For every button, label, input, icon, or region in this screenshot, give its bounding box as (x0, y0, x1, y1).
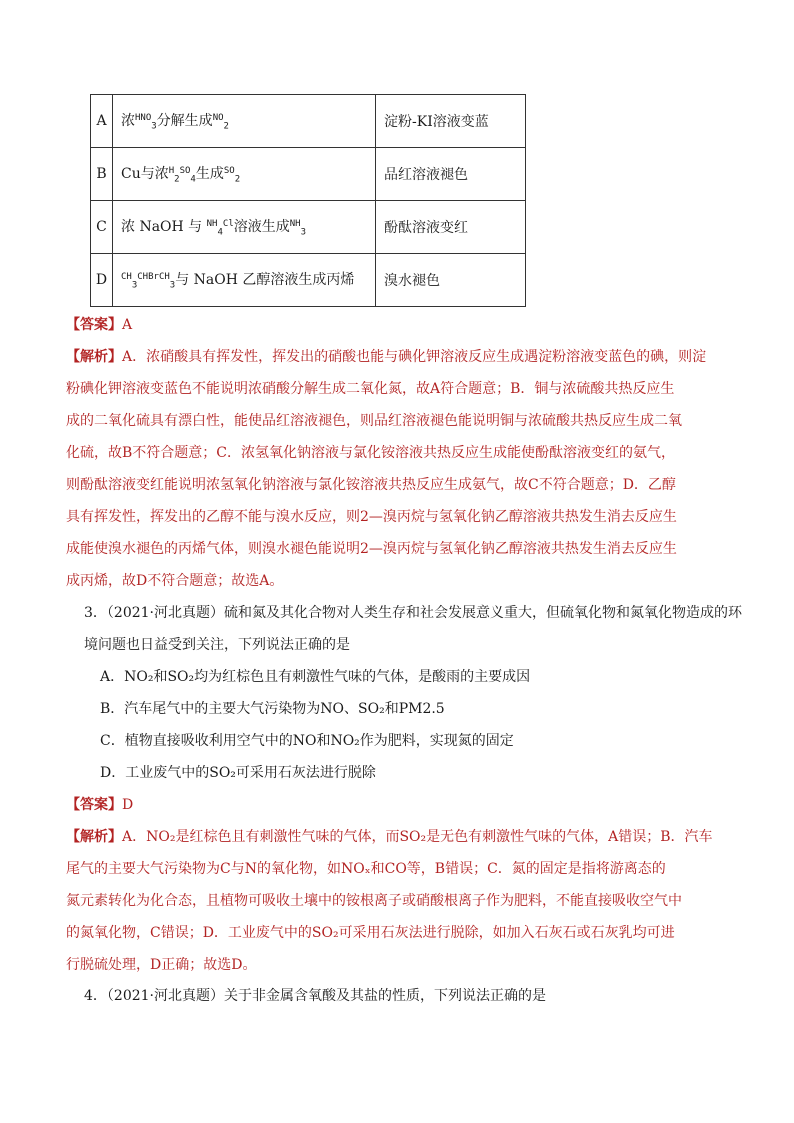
analysis-line: 成能使溴水褪色的丙烯气体，则溴水褪色能说明2—溴丙烷与氢氧化钠乙醇溶液共热发生消去反应生 (66, 541, 677, 557)
observation-cell: 品红溶液褪色 (376, 148, 526, 201)
option-letter: B (91, 148, 113, 201)
observation-cell: 酚酞溶液变红 (376, 201, 526, 254)
analysis-line: 行脱硫处理，D正确；故选D。 (66, 957, 257, 973)
method-cell: $^{CH}_3^{CHBrCH}_3$与 NaOH 乙醇溶液生成丙烯 (113, 254, 376, 307)
method-cell: 浓$^{HNO}_3$分解生成$^{NO}_2$ (113, 95, 376, 148)
q3-answer-analysis (66, 789, 730, 981)
question-3 (84, 597, 742, 789)
table-row (91, 254, 526, 307)
answer-line: 【答案】A (66, 317, 133, 333)
options-table (90, 94, 526, 307)
option-b: B．汽车尾气中的主要大气污染物为NO、SO₂和PM2.5 (100, 701, 445, 717)
analysis-line: 化硫，故B不符合题意；C．浓氢氧化钠溶液与氯化铵溶液共热反应生成能使酚酞溶液变红的氨气， (66, 445, 675, 461)
analysis-line: 具有挥发性，挥发出的乙醇不能与溴水反应，则2—溴丙烷与氢氧化钠乙醇溶液共热发生消去反应生 (66, 509, 677, 525)
option-letter: D (91, 254, 113, 307)
question-stem: 境问题也日益受到关注，下列说法正确的是 (84, 637, 350, 653)
option-a: A．NO₂和SO₂均为红棕色且有刺激性气味的气体，是酸雨的主要成因 (100, 669, 531, 685)
question-4 (84, 980, 734, 1012)
analysis-line: 则酚酞溶液变红能说明浓氢氧化钠溶液与氯化铵溶液共热反应生成氨气，故C不符合题意；D．乙醇 (66, 477, 676, 493)
analysis-line: 【解析】A．浓硝酸具有挥发性，挥发出的硝酸也能与碘化钾溶液反应生成遇淀粉溶液变蓝色的碘，则淀 (66, 349, 707, 365)
analysis-line: 【解析】A．NO₂是红棕色且有刺激性气味的气体，而SO₂是无色有刺激性气味的气体，A错误；B．汽车 (66, 829, 713, 845)
table-row (91, 95, 526, 148)
observation-cell: 溴水褪色 (376, 254, 526, 307)
table-row (91, 201, 526, 254)
table-row (91, 148, 526, 201)
analysis-line: 成的二氧化硫具有漂白性，能使品红溶液褪色，则品红溶液褪色能说明铜与浓硫酸共热反应生成二氧 (66, 413, 682, 429)
analysis-line: 的氮氧化物，C错误；D．工业废气中的SO₂可采用石灰法进行脱除，如加入石灰石或石灰乳均可进 (66, 925, 675, 941)
method-cell: Cu与浓$^H_2^{SO}_4$生成$^{SO}_2$ (113, 148, 376, 201)
method-cell: 浓 NaOH 与 $^{NH}_4^{Cl}$溶液生成$^{NH}_3$ (113, 201, 376, 254)
question-stem: 3．（2021·河北真题）硫和氮及其化合物对人类生存和社会发展意义重大，但硫氧化物和氮氧化物造成的环 (84, 605, 742, 621)
option-d: D．工业废气中的SO₂可采用石灰法进行脱除 (100, 765, 376, 781)
q2-answer-analysis (66, 309, 730, 597)
analysis-line: 成丙烯，故D不符合题意；故选A。 (66, 573, 284, 589)
option-c: C．植物直接吸收利用空气中的NO和NO₂作为肥料，实现氮的固定 (100, 733, 514, 749)
observation-cell: 淀粉-KI溶液变蓝 (376, 95, 526, 148)
question-stem: 4．（2021·河北真题）关于非金属含氧酸及其盐的性质，下列说法正确的是 (84, 988, 546, 1004)
analysis-line: 尾气的主要大气污染物为C与N的氧化物，如NOₓ和CO等，B错误；C．氮的固定是指将游离态的 (66, 861, 666, 877)
option-letter: C (91, 201, 113, 254)
answer-line: 【答案】D (66, 797, 134, 813)
analysis-line: 粉碘化钾溶液变蓝色不能说明浓硝酸分解生成二氧化氮，故A符合题意；B．铜与浓硫酸共热反应生 (66, 381, 675, 397)
analysis-line: 氮元素转化为化合态，且植物可吸收土壤中的铵根离子或硝酸根离子作为肥料，不能直接吸收空气中 (66, 893, 682, 909)
option-letter: A (91, 95, 113, 148)
